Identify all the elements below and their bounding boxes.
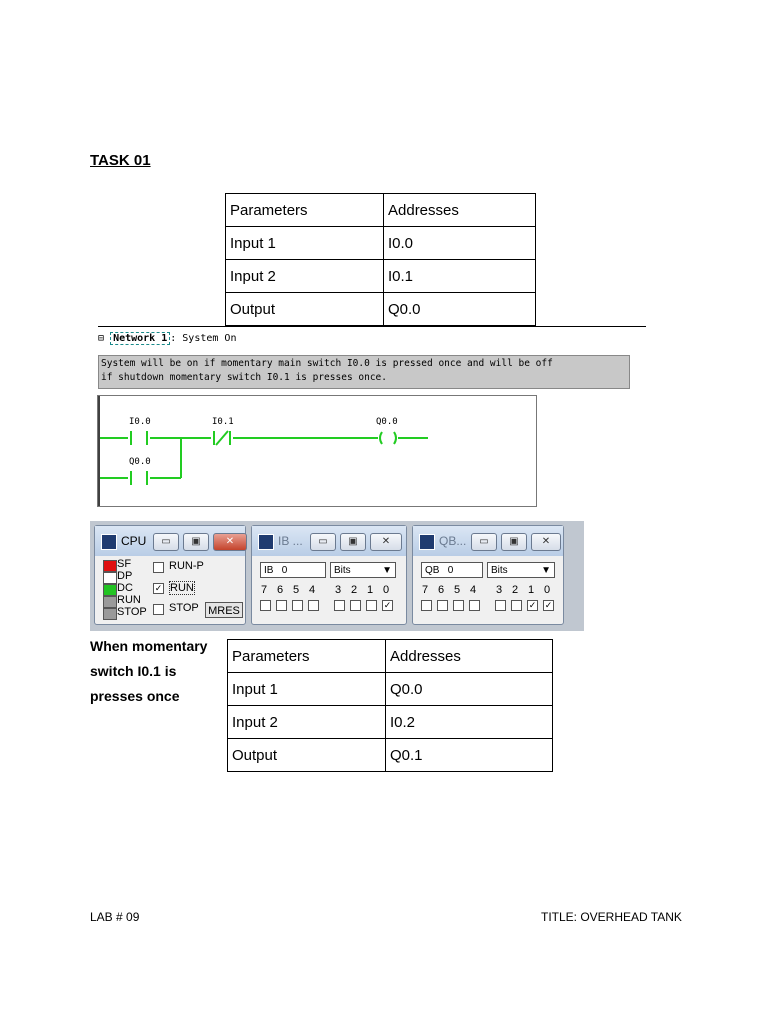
address-input[interactable] (421, 562, 483, 578)
bit-checkbox[interactable]: ✓ (528, 600, 537, 610)
task-title: TASK 01 (90, 152, 151, 169)
bit-label: 7 (422, 584, 429, 596)
mode-label: RUN (170, 582, 194, 594)
bit-label: 4 (309, 584, 316, 596)
note-line: presses once (90, 688, 180, 704)
maximize-button[interactable]: ▣ (340, 533, 366, 551)
comment-line: System will be on if momentary main switch I0.0 is pressed once and will be off (101, 358, 553, 369)
bit-label: 3 (335, 584, 342, 596)
bit-label: 2 (351, 584, 358, 596)
close-button[interactable]: ✕ (213, 533, 247, 551)
led-label: SF (117, 558, 132, 570)
table-cell: Input 2 (228, 706, 386, 739)
address-value: 0 (281, 565, 288, 576)
note-line: switch I0.1 is (90, 663, 177, 679)
window-title: IB ... (278, 534, 303, 548)
format-value: Bits (334, 565, 351, 576)
led-run (103, 596, 117, 608)
network-title: : System On (170, 333, 237, 344)
bit-checkbox[interactable] (334, 600, 345, 611)
bit-checkbox[interactable] (276, 600, 287, 611)
bit-label: 1 (367, 584, 374, 596)
parameters-table-2 (227, 639, 553, 772)
coil-icon[interactable] (380, 432, 396, 444)
ladder-svg (98, 396, 536, 506)
format-value: Bits (491, 565, 508, 576)
mode-label: RUN-P (169, 560, 204, 572)
bit-label: 2 (512, 584, 519, 596)
address-input[interactable] (260, 562, 326, 578)
table-cell: Input 1 (228, 673, 386, 706)
table-cell: I0.2 (386, 706, 553, 739)
close-button[interactable]: ✕ (531, 533, 561, 551)
note-line: When momentary (90, 638, 208, 654)
ib-window (251, 525, 407, 625)
minimize-button[interactable]: ▭ (471, 533, 497, 551)
address-type: IB (264, 565, 274, 576)
address-type: QB (425, 565, 440, 576)
mode-checkbox-run-p[interactable] (153, 562, 164, 573)
bit-checkbox[interactable]: ✓ (544, 600, 553, 610)
format-select[interactable] (487, 562, 555, 578)
table-row (228, 673, 553, 706)
contact-no-icon[interactable] (131, 471, 147, 485)
bit-label: 4 (470, 584, 477, 596)
led-label: DC (117, 582, 133, 594)
bit-checkbox[interactable] (260, 600, 271, 611)
bit-checkbox[interactable] (366, 600, 377, 611)
bit-checkbox[interactable] (421, 600, 432, 611)
table-cell: Q0.0 (386, 673, 553, 706)
footer-lab-number: LAB # 09 (90, 910, 140, 924)
bit-label: 5 (293, 584, 300, 596)
minimize-button[interactable]: ▭ (153, 533, 179, 551)
format-select[interactable] (330, 562, 396, 578)
window-title: CPU (121, 534, 147, 548)
address-value: 0 (447, 565, 454, 576)
bit-checkbox[interactable] (469, 600, 480, 611)
mode-label: STOP (169, 602, 199, 614)
window-icon (419, 534, 435, 550)
mode-checkbox-stop[interactable] (153, 604, 164, 615)
chevron-down-icon: ▼ (382, 565, 392, 576)
collapse-icon[interactable]: ⊟ (98, 333, 105, 344)
table-cell: I0.0 (384, 227, 536, 260)
bit-checkbox[interactable] (453, 600, 464, 611)
led-sf (103, 560, 117, 572)
window-icon (258, 534, 274, 550)
table-cell: Parameters (226, 194, 384, 227)
footer-title: TITLE: OVERHEAD TANK (541, 910, 682, 924)
bit-label: 3 (496, 584, 503, 596)
table-cell: Output (226, 293, 384, 326)
table-cell: Output (228, 739, 386, 772)
bit-label: 0 (544, 584, 551, 596)
led-label: STOP (117, 606, 147, 618)
title-bar[interactable] (95, 526, 245, 556)
bit-label: 0 (383, 584, 390, 596)
table-cell: I0.1 (384, 260, 536, 293)
contact-label: Q0.0 (129, 457, 151, 467)
contact-nc-icon[interactable] (214, 431, 230, 445)
table-row (228, 739, 553, 772)
side-note (90, 634, 230, 709)
table-cell: Input 1 (226, 227, 384, 260)
plcsim-panel (90, 521, 584, 631)
led-dc (103, 584, 117, 596)
led-dp (103, 572, 117, 584)
bit-checkbox[interactable] (511, 600, 522, 611)
table-row (226, 293, 536, 326)
chevron-down-icon: ▼ (541, 565, 551, 576)
table-cell: Addresses (384, 194, 536, 227)
led-label: DP (117, 570, 133, 582)
contact-no-icon[interactable] (131, 431, 147, 445)
bit-checkbox[interactable]: ✓ (383, 600, 392, 610)
network-divider (98, 326, 646, 327)
minimize-button[interactable]: ▭ (310, 533, 336, 551)
bit-checkbox[interactable] (350, 600, 361, 611)
bit-label: 1 (528, 584, 535, 596)
bit-label: 7 (261, 584, 268, 596)
ladder-diagram (97, 395, 537, 507)
bit-checkbox[interactable] (437, 600, 448, 611)
coil-label: Q0.0 (376, 417, 398, 427)
bit-label: 5 (454, 584, 461, 596)
window-title: QB... (439, 534, 467, 548)
parameters-table-1 (225, 193, 536, 326)
table-cell: Addresses (386, 640, 553, 673)
maximize-button[interactable]: ▣ (183, 533, 209, 551)
bit-checkbox[interactable] (495, 600, 506, 611)
contact-label: I0.0 (129, 417, 151, 427)
bit-label: 6 (438, 584, 445, 596)
table-cell: Input 2 (226, 260, 384, 293)
led-label: RUN (117, 594, 141, 606)
title-bar[interactable] (413, 526, 563, 556)
title-bar[interactable] (252, 526, 406, 556)
comment-line: if shutdown momentary switch I0.1 is presses once. (101, 372, 387, 383)
mres-button[interactable]: MRES (205, 602, 243, 618)
led-stop (103, 608, 117, 620)
table-header-row (228, 640, 553, 673)
table-cell: Q0.1 (386, 739, 553, 772)
mode-checkbox-run[interactable]: ✓ (154, 583, 163, 593)
cpu-window (94, 525, 246, 625)
contact-label: I0.1 (212, 417, 234, 427)
qb-window (412, 525, 564, 625)
table-header-row (226, 194, 536, 227)
table-row (226, 260, 536, 293)
table-row (228, 706, 553, 739)
cpu-icon (101, 534, 117, 550)
table-row (226, 227, 536, 260)
table-cell: Q0.0 (384, 293, 536, 326)
network-label: Network 1 (110, 332, 170, 345)
bit-checkbox[interactable] (292, 600, 303, 611)
network-header[interactable] (98, 333, 236, 344)
close-button[interactable]: ✕ (370, 533, 402, 551)
maximize-button[interactable]: ▣ (501, 533, 527, 551)
table-cell: Parameters (228, 640, 386, 673)
bit-checkbox[interactable] (308, 600, 319, 611)
bit-label: 6 (277, 584, 284, 596)
network-comment[interactable] (98, 355, 630, 389)
